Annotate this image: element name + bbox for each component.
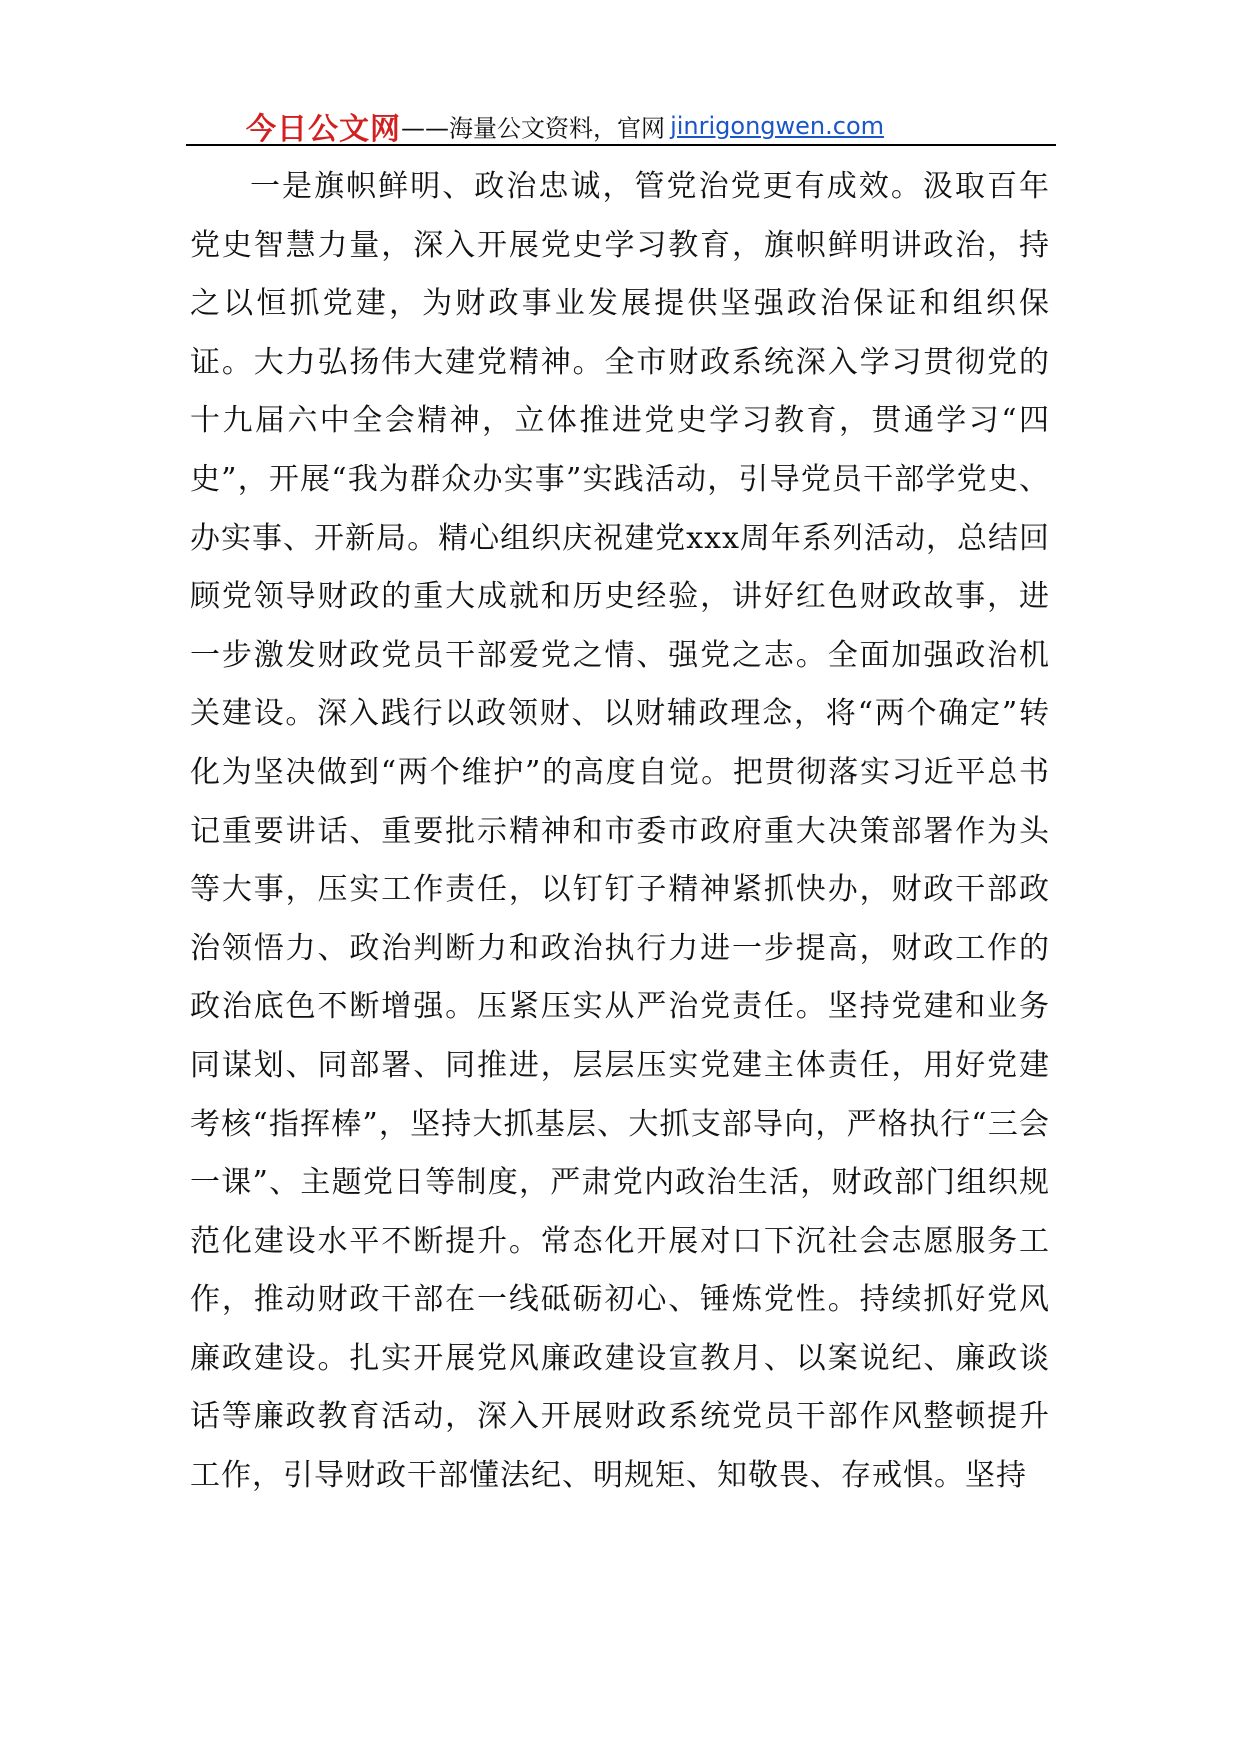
- website-link[interactable]: jinrigongwen.com: [670, 112, 885, 140]
- header-tagline: ——海量公文资料，官网: [401, 114, 665, 143]
- body-paragraph: 一是旗帜鲜明、政治忠诚，管党治党更有成效。汲取百年党史智慧力量，深入开展党史学习教育，旗帜鲜明讲政治，持之以恒抓党建，为财政事业发展提供坚强政治保证和组织保证。大力弘扬伟大建党精神。全市财政系统深入学习贯彻党的十九届六中全会精神，立体推进党史学习教育，贯通学习“四史”，开展“我为群众办实事”实践活动，引导党员干部学党史、办实事、开新局。精心组织庆祝建党xxx周年系列活动，总结回顾党领导财政的重大成就和历史经验，讲好红色财政故事，进一步激发财政党员干部爱党之情、强党之志。全面加强政治机关建设。深入践行以政领财、以财辅政理念，将“两个确定”转化为坚决做到“两个维护”的高度自觉。把贯彻落实习近平总书记重要讲话、重要批示精神和市委市政府重大决策部署作为头等大事，压实工作责任，以钉钉子精神紧抓快办，财政干部政治领悟力、政治判断力和政治执行力进一步提高，财政工作的政治底色不断增强。压紧压实从严治党责任。坚持党建和业务同谋划、同部署、同推进，层层压实党建主体责任，用好党建考核“指挥棒”，坚持大抓基层、大抓支部导向，严格执行“三会一课”、主题党日等制度，严肃党内政治生活，财政部门组织规范化建设水平不断提升。常态化开展对口下沉社会志愿服务工作，推动财政干部在一线砥砺初心、锤炼党性。持续抓好党风廉政建设。扎实开展党风廉政建设宣教月、以案说纪、廉政谈话等廉政教育活动，深入开展财政系统党员干部作风整顿提升工作，引导财政干部懂法纪、明规矩、知敬畏、存戒惧。坚持: [190, 169, 1050, 1494]
- header-banner: [246, 104, 884, 148]
- brand-logo-text: 今日公文网: [246, 112, 401, 147]
- page-header: [186, 100, 1056, 146]
